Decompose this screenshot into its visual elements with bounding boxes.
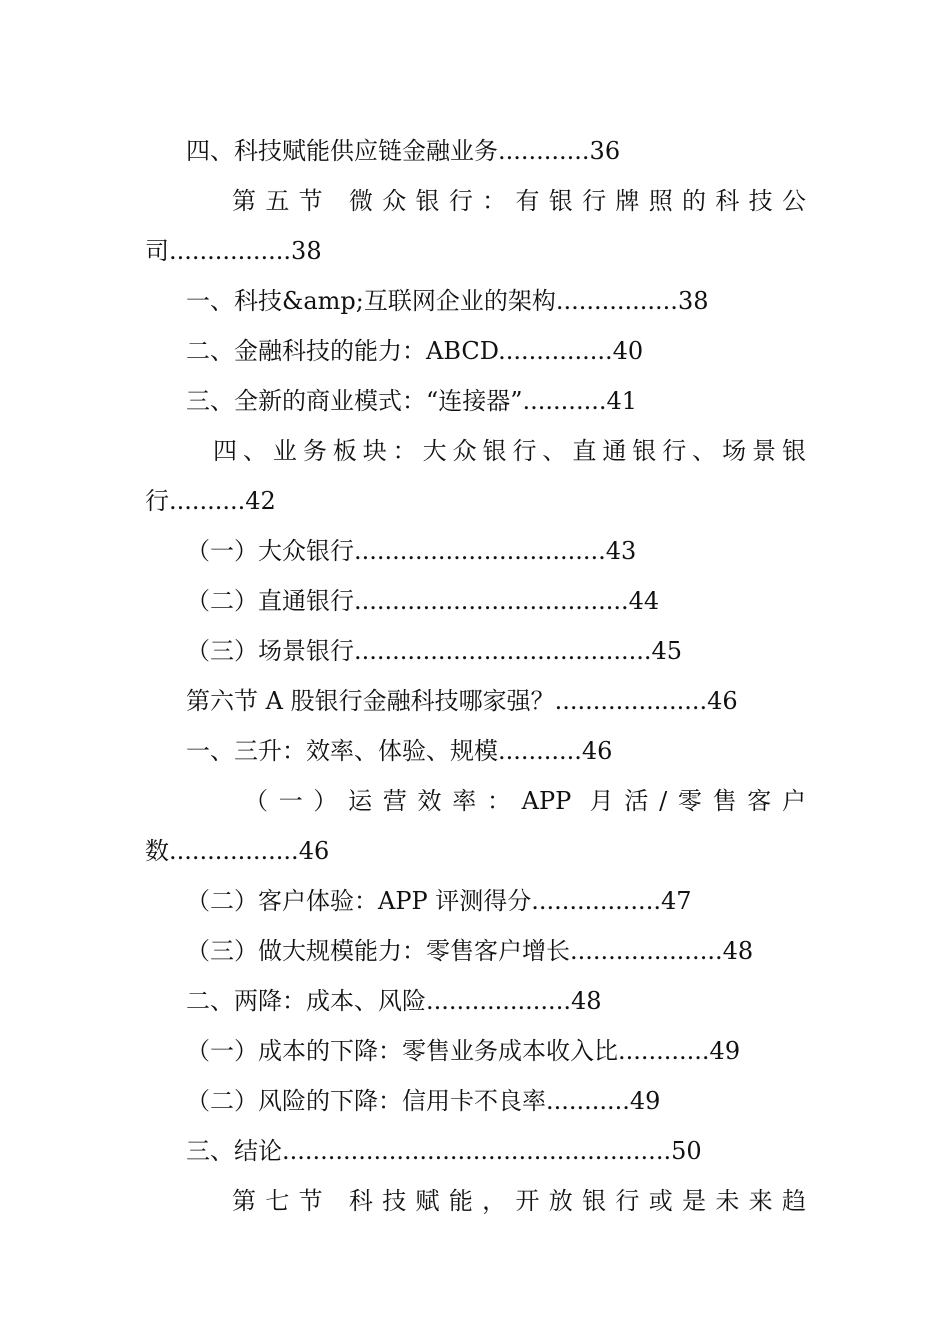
toc-entry-operating-efficiency-continued: 数.................46 xyxy=(145,837,330,865)
toc-entry-two-declines: 二、两降：成本、风险...................48 xyxy=(186,987,602,1015)
toc-entry-connector: 三、全新的商业模式：“连接器”...........41 xyxy=(186,387,637,415)
toc-entry-customer-experience: （二）客户体验：APP 评测得分.................47 xyxy=(186,887,692,915)
toc-entry-mass-banking: （一）大众银行.................................43 xyxy=(186,537,637,565)
toc-section-5-heading: 第五节 微众银行：有银行牌照的科技公 xyxy=(232,187,806,215)
toc-entry-conclusion: 三、结论...................................................50 xyxy=(186,1137,702,1165)
toc-entry-cost-decline: （一）成本的下降：零售业务成本收入比............49 xyxy=(186,1037,741,1065)
toc-entry-supply-chain-finance: 四、科技赋能供应链金融业务............36 xyxy=(186,137,621,165)
toc-section-6-heading: 第六节 A 股银行金融科技哪家强？....................46 xyxy=(186,687,738,715)
toc-section-7-heading: 第七节 科技赋能，开放银行或是未来趋 xyxy=(232,1187,806,1215)
toc-entry-scenario-banking: （三）场景银行.......................................45 xyxy=(186,637,683,665)
toc-entry-architecture: 一、科技&amp;互联网企业的架构................38 xyxy=(186,287,709,315)
toc-entry-abcd: 二、金融科技的能力：ABCD...............40 xyxy=(186,337,644,365)
toc-section-5-heading-continued: 司................38 xyxy=(145,237,322,265)
toc-entry-operating-efficiency: （一）运营效率：APP 月活/零售客户 xyxy=(244,787,806,815)
toc-entry-business-segments: 四、业务板块：大众银行、直通银行、场景银 xyxy=(213,437,806,465)
toc-entry-direct-banking: （二）直通银行....................................44 xyxy=(186,587,660,615)
toc-entry-three-rises: 一、三升：效率、体验、规模...........46 xyxy=(186,737,613,765)
toc-entry-scale-capability: （三）做大规模能力：零售客户增长....................48 xyxy=(186,937,754,965)
toc-entry-business-segments-continued: 行..........42 xyxy=(145,487,276,515)
toc-entry-risk-decline: （二）风险的下降：信用卡不良率...........49 xyxy=(186,1087,661,1115)
